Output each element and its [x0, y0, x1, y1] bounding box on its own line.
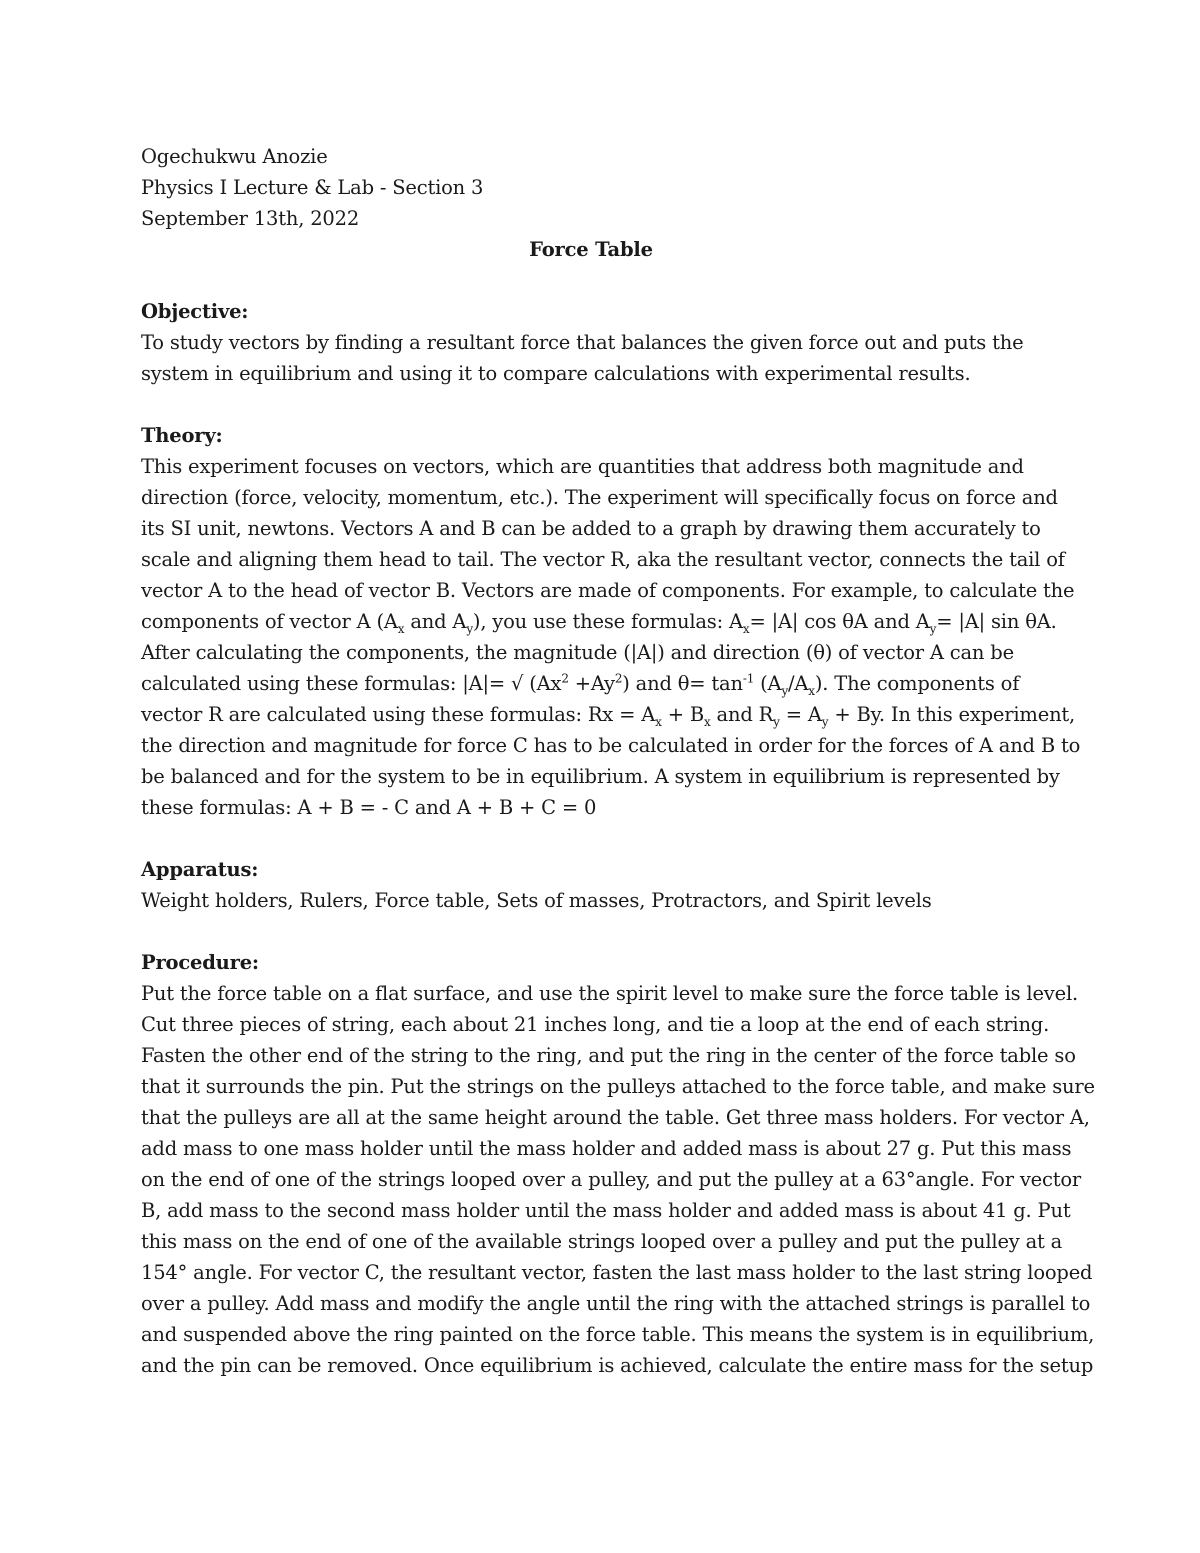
text-line: Cut three pieces of string, each about 21 inches long, and tie a loop at the end of each string. — [141, 1013, 1050, 1036]
text-line: on the end of one of the strings looped over a pulley, and put the pulley at a 63°angle. For vector — [141, 1168, 1082, 1191]
text-line: scale and aligning them head to tail. The vector R, aka the resultant vector, connects the tail of — [141, 548, 1065, 571]
document-date: September 13th, 2022 — [141, 207, 360, 230]
formula-line-magnitude: calculated using these formulas: |A|= √ $(Ax^2 +Ay^2)$ and $\theta= \tan^{-1} (A_y/A_x)$. The components of — [141, 671, 1020, 698]
objective-heading: Objective: — [141, 300, 249, 323]
text-line: system in equilibrium and using it to compare calculations with experimental results. — [141, 362, 971, 385]
text-line: its SI unit, newtons. Vectors A and B can be added to a graph by drawing them accurately to — [141, 517, 1041, 540]
text-line: and suspended above the ring painted on the force table. This means the system is in equilibrium, — [141, 1323, 1095, 1346]
procedure-heading: Procedure: — [141, 951, 259, 974]
text-line: After calculating the components, the magnitude (|A|) and direction (θ) of vector A can be — [141, 641, 1014, 664]
text-line: Put the force table on a flat surface, and use the spirit level to make sure the force table is level. — [141, 982, 1078, 1005]
text-line: over a pulley. Add mass and modify the angle until the ring with the attached strings is parallel to — [141, 1292, 1091, 1315]
document-page — [141, 141, 1095, 1381]
apparatus-heading: Apparatus: — [141, 858, 259, 881]
procedure-paragraph — [141, 978, 1095, 1381]
text-line: these formulas: A + B = - C and A + B + C = 0 — [141, 796, 597, 819]
text-line: B, add mass to the second mass holder until the mass holder and added mass is about 41 g. Put — [141, 1199, 1071, 1222]
text-line: and the pin can be removed. Once equilibrium is achieved, calculate the entire mass for the setup — [141, 1354, 1094, 1377]
theory-heading: Theory: — [141, 424, 223, 447]
course-name: Physics I Lecture & Lab - Section 3 — [141, 176, 484, 199]
text-line: To study vectors by finding a resultant force that balances the given force out and puts the — [141, 331, 1024, 354]
theory-paragraph — [141, 451, 1081, 823]
text-line: direction (force, velocity, momentum, etc.). The experiment will specifically focus on force and — [141, 486, 1058, 509]
text-line: Fasten the other end of the string to the ring, and put the ring in the center of the force table so — [141, 1044, 1076, 1067]
text-line: add mass to one mass holder until the mass holder and added mass is about 27 g. Put this mass — [141, 1137, 1072, 1160]
document-title: Force Table — [529, 238, 653, 261]
text-line: this mass on the end of one of the available strings looped over a pulley and put the pulley at a — [141, 1230, 1063, 1253]
objective-paragraph — [141, 327, 1061, 389]
text-line: be balanced and for the system to be in equilibrium. A system in equilibrium is represented by — [141, 765, 1060, 788]
formula-line-resultant: vector R are calculated using these formulas: $Rx = A_x + B_x$ and $R_y = A_y + By$. In this experiment, — [141, 703, 1076, 729]
author-name: Ogechukwu Anozie — [141, 145, 328, 168]
text-line: Weight holders, Rulers, Force table, Sets of masses, Protractors, and Spirit levels — [141, 889, 932, 912]
formula-line-components: components of vector A ($A_x$ and $A_y$), you use these formulas: $A_x= |A|$ cos θA and $A_y= |A|$ sin θA. — [141, 610, 1057, 636]
text-line: that the pulleys are all at the same height around the table. Get three mass holders. For vector A, — [141, 1106, 1090, 1129]
text-line: vector A to the head of vector B. Vectors are made of components. For example, to calculate the — [141, 579, 1075, 602]
apparatus-paragraph — [141, 885, 1061, 916]
text-line: 154° angle. For vector C, the resultant vector, fasten the last mass holder to the last string looped — [141, 1261, 1093, 1284]
text-line: This experiment focuses on vectors, which are quantities that address both magnitude and — [141, 455, 1024, 478]
text-line: that it surrounds the pin. Put the strings on the pulleys attached to the force table, and make sure — [141, 1075, 1095, 1098]
text-line: the direction and magnitude for force C has to be calculated in order for the forces of A and B to — [141, 734, 1081, 757]
